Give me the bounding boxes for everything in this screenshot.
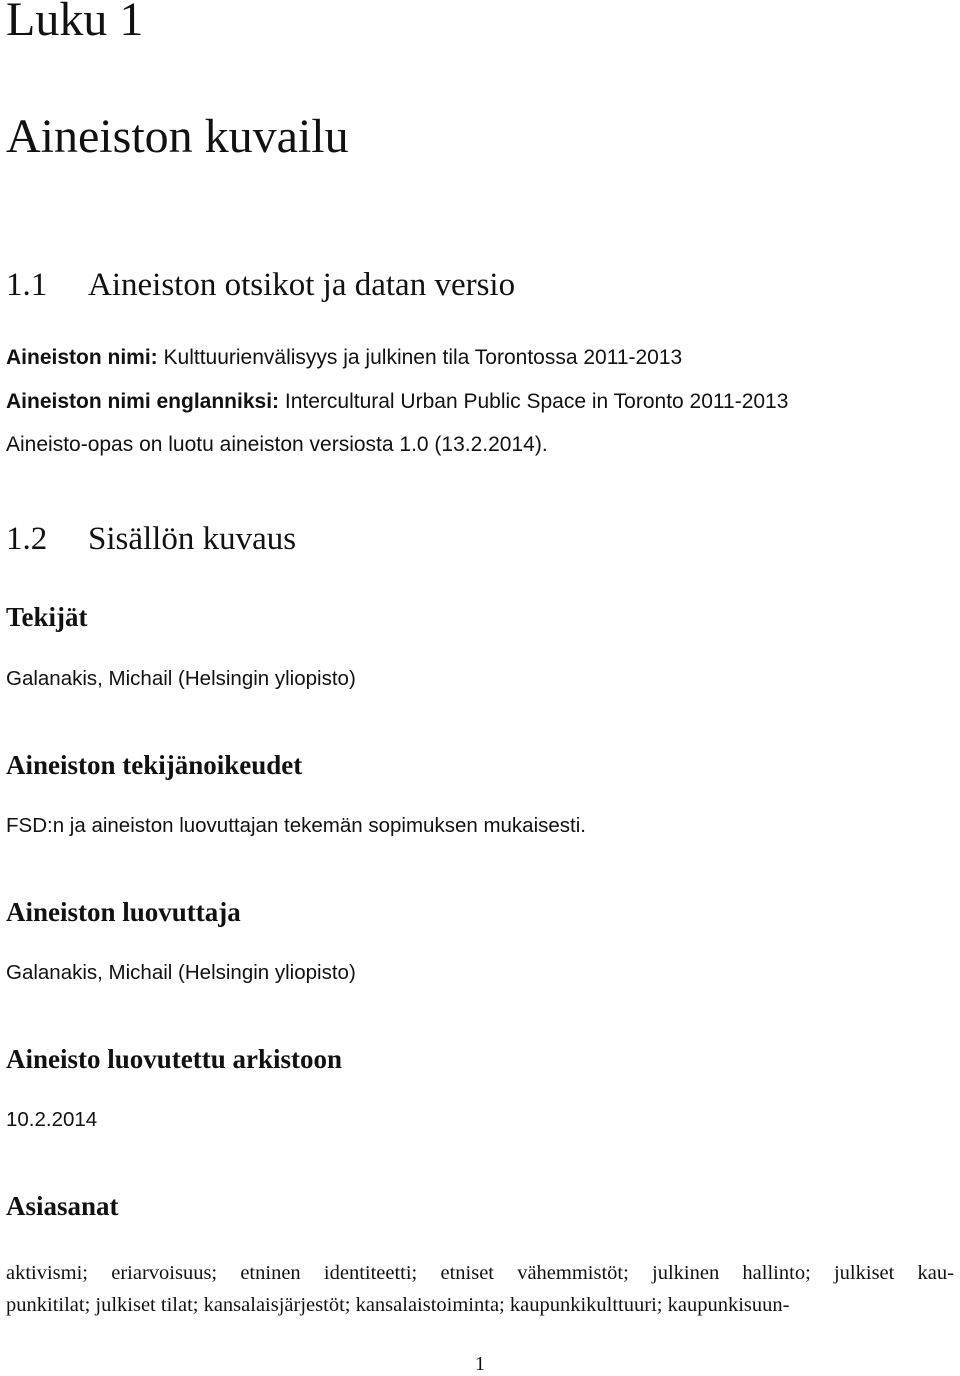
page-number: 1	[475, 1353, 485, 1375]
authors-heading: Tekijät	[6, 602, 88, 632]
section-number: 1.1	[6, 267, 48, 303]
dataset-name-en-line	[6, 389, 788, 415]
section-number: 1.2	[6, 521, 48, 557]
authors-value: Galanakis, Michail (Helsingin yliopisto)	[6, 667, 356, 690]
dataset-name-key: Aineiston nimi:	[6, 346, 158, 369]
depositor-value: Galanakis, Michail (Helsingin yliopisto)	[6, 961, 356, 984]
deposited-value: 10.2.2014	[6, 1108, 98, 1131]
keywords-heading: Asiasanat	[6, 1191, 119, 1221]
chapter-title: Aineiston kuvailu	[6, 110, 349, 163]
section-heading-1-1	[6, 266, 515, 304]
section-title: Sisällön kuvaus	[88, 521, 297, 557]
section-title: Aineiston otsikot ja datan versio	[88, 267, 516, 303]
dataset-name-en-key: Aineiston nimi englanniksi:	[6, 390, 280, 413]
rights-heading: Aineiston tekijänoikeudet	[6, 750, 303, 780]
dataset-name-line	[6, 345, 682, 371]
chapter-label: Luku 1	[6, 0, 144, 46]
section-heading-1-2	[6, 520, 296, 558]
dataset-name-en-value: Intercultural Urban Public Space in Toronto 2011-2013	[284, 390, 789, 413]
keywords-line: aktivismi; eriarvoisuus; etninen identiteetti; etniset vähemmistöt; julkinen hallinto; julkiset kau-	[6, 1262, 954, 1284]
version-note: Aineisto-opas on luotu aineiston versiosta 1.0 (13.2.2014).	[6, 433, 548, 456]
rights-value: FSD:n ja aineiston luovuttajan tekemän sopimuksen mukaisesti.	[6, 814, 586, 837]
deposited-heading: Aineisto luovutettu arkistoon	[6, 1044, 343, 1074]
keywords-paragraph	[6, 1257, 954, 1321]
keywords-line: punkitilat; julkiset tilat; kansalaisjärjestöt; kansalaistoiminta; kaupunkikulttuuri; kaupunkisuun-	[6, 1294, 790, 1316]
depositor-heading: Aineiston luovuttaja	[6, 897, 241, 927]
dataset-name-value: Kulttuurienvälisyys ja julkinen tila Torontossa 2011-2013	[163, 346, 683, 369]
